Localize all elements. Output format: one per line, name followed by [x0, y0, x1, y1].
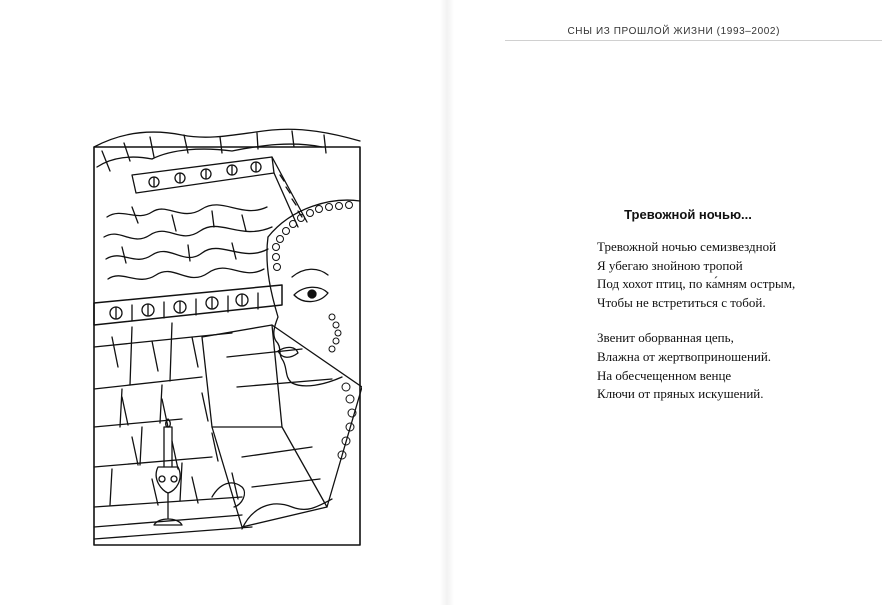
poem-line: Ключи от пряных искушений.: [597, 386, 764, 402]
poem-line: На обесчещенном венце: [597, 367, 732, 383]
running-head: СНЫ ИЗ ПРОШЛОЙ ЖИЗНИ (1993–2002): [567, 26, 780, 37]
poem-title: Тревожной ночью...: [624, 207, 752, 222]
stanza: [597, 238, 857, 312]
poem-body: [597, 238, 857, 421]
poem-line: Я убегаю знойною тропой: [597, 257, 743, 273]
poem-line: Чтобы не встретиться с тобой.: [597, 294, 766, 310]
poem-line: Под хохот птиц, по ка́мням острым,: [597, 276, 796, 292]
poem-line: Тревожной ночью семизвездной: [597, 239, 777, 254]
poem-line: Влажна от жертвоприношений.: [597, 348, 772, 364]
header-rule: [505, 40, 882, 41]
stanza: [597, 329, 857, 403]
poem-line: Звенит оборванная цепь,: [597, 330, 734, 346]
ink-drawing-woman-with-candle-icon: [92, 127, 362, 547]
gutter: [440, 0, 454, 605]
